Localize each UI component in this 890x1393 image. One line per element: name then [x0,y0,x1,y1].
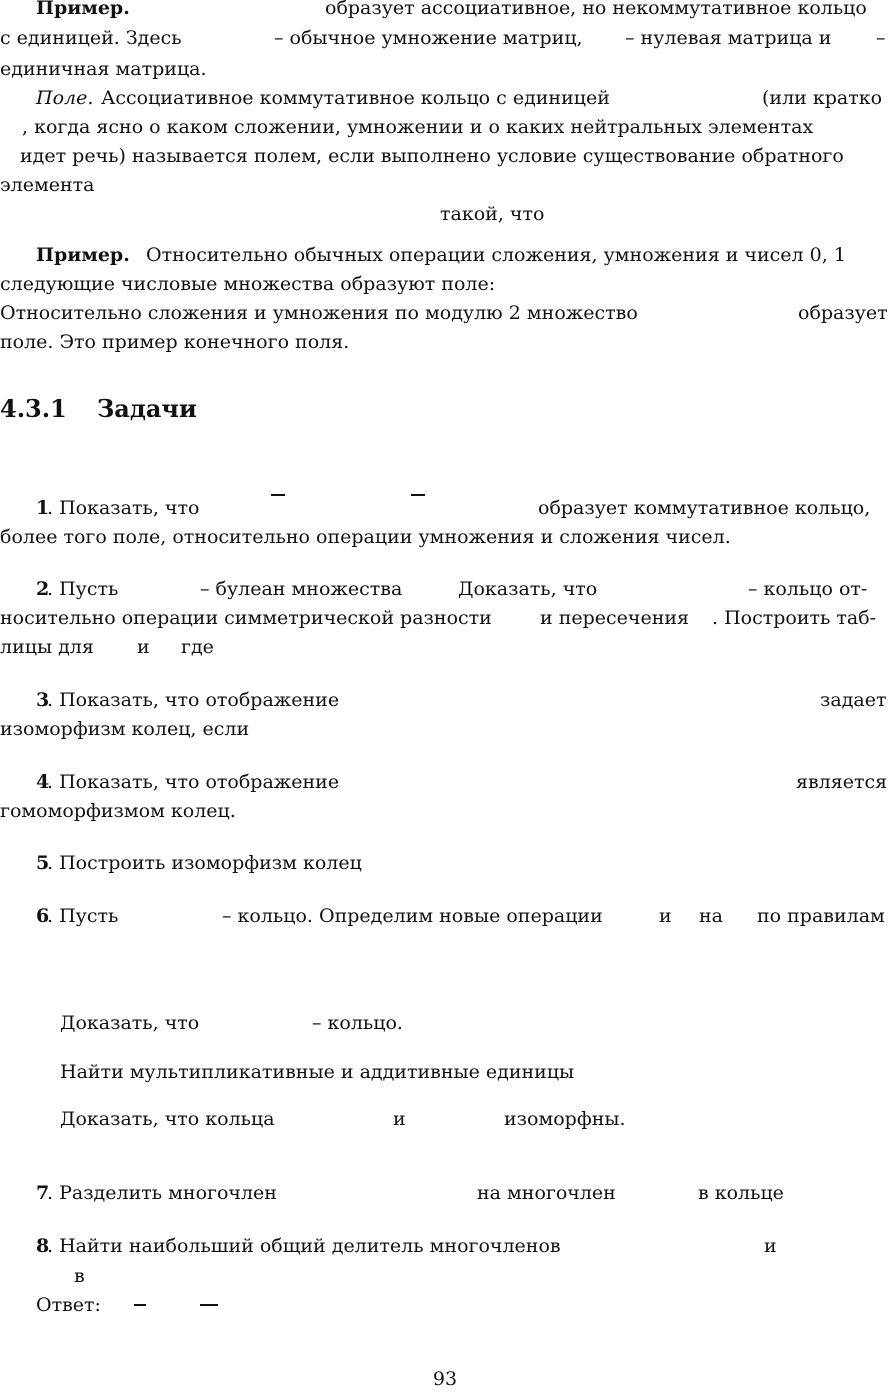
subproblem-text: изоморфны. [504,1108,626,1130]
problem-text: . Найти наибольший общий делитель многочленов [47,1235,561,1257]
subproblem-text: и [393,1108,406,1130]
example1-text: – [876,27,886,49]
problem-text: . Разделить многочлен [47,1182,277,1204]
problem-text: в кольце [698,1182,784,1204]
field-definition-text: Ассоциативное коммутативное кольцо с единицей [101,87,610,109]
problem-text: . Пусть [47,905,119,927]
example2-text: Относительно сложения и умножения по модулю 2 множество [0,302,638,324]
answer-label: Ответ: [36,1294,101,1316]
minus-mark [134,1304,146,1306]
subproblem-text: Доказать, что [60,1012,200,1034]
example1-text: – нулевая матрица и [625,27,832,49]
problem-number: 7 [36,1182,50,1204]
example1-text: – обычное умножение матриц, [274,27,583,49]
problem-text: носительно операции симметрической разности [0,607,492,629]
field-definition-text: (или кратко [762,87,883,109]
field-definition-text: , когда ясно о каком сложении, умножении и о каких нейтральных элементах [22,116,814,138]
problem-text: образует коммутативное кольцо, [538,497,871,519]
problem-number: 1 [36,497,50,519]
example2-text: образует [798,302,888,324]
example2-text: следующие числовые множества образуют поле: [0,273,496,295]
problem-number: 6 [36,905,50,927]
problem-text: и [659,905,672,927]
subproblem-text: Найти мультипликативные и аддитивные единицы [60,1061,575,1083]
field-definition-text: элемента [0,174,95,196]
problem-number: 2 [36,578,50,600]
problem-text: . Построить изоморфизм колец [47,852,362,874]
problem-text: . Показать, что [47,497,200,519]
subproblem-text: Доказать, что кольца [60,1108,275,1130]
section-title: Задачи [97,394,197,423]
problem-text: является [796,771,888,793]
problem-text: в [74,1265,85,1287]
problem-text: – кольцо. Определим новые операции [222,905,603,927]
problem-text: задает [820,689,887,711]
problem-text: и пересечения [540,607,690,629]
subproblem-text: – кольцо. [312,1012,403,1034]
problem-text: – кольцо от- [748,578,868,600]
problem-text: – булеан множества [200,578,403,600]
problem-text: . Пусть [47,578,119,600]
example1-text: образует ассоциативное, но некоммутативное кольцо [325,0,867,19]
problem-text: более того поле, относительно операции умножения и сложения чисел. [0,526,731,548]
problem-text: и [137,636,150,658]
example2-label: Пример. [36,244,130,266]
problem-number: 3 [36,689,50,711]
field-definition-text: такой, что [440,203,545,225]
problem-text: где [181,636,214,658]
problem-number: 4 [36,771,50,793]
problem-text: на многочлен [477,1182,616,1204]
page-number: 93 [432,1368,458,1390]
field-term: Поле. [36,87,94,109]
overline-mark [271,494,285,496]
example2-text: поле. Это пример конечного поля. [0,331,350,353]
problem-text: изоморфизм колец, если [0,718,250,740]
section-number: 4.3.1 [0,394,67,423]
problem-text: по правилам [757,905,885,927]
problem-text: Доказать, что [458,578,598,600]
problem-text: лицы для [0,636,94,658]
problem-text: . Построить таб- [712,607,877,629]
problem-number: 8 [36,1235,50,1257]
problem-text: гомоморфизмом колец. [0,800,236,822]
problem-text: . Показать, что отображение [47,771,340,793]
overline-mark [411,494,425,496]
problem-text: на [699,905,723,927]
field-definition-text: идет речь) называется полем, если выполнено условие существование обратного [20,145,844,167]
problem-text: . Показать, что отображение [47,689,340,711]
problem-number: 5 [36,852,50,874]
problem-text: и [764,1235,777,1257]
example2-text: Относительно обычных операции сложения, умножения и чисел 0, 1 [146,244,846,266]
example1-label: Пример. [36,0,130,19]
example1-text: с единицей. Здесь [0,27,182,49]
minus-mark [200,1304,218,1306]
example1-text: единичная матрица. [0,58,207,80]
